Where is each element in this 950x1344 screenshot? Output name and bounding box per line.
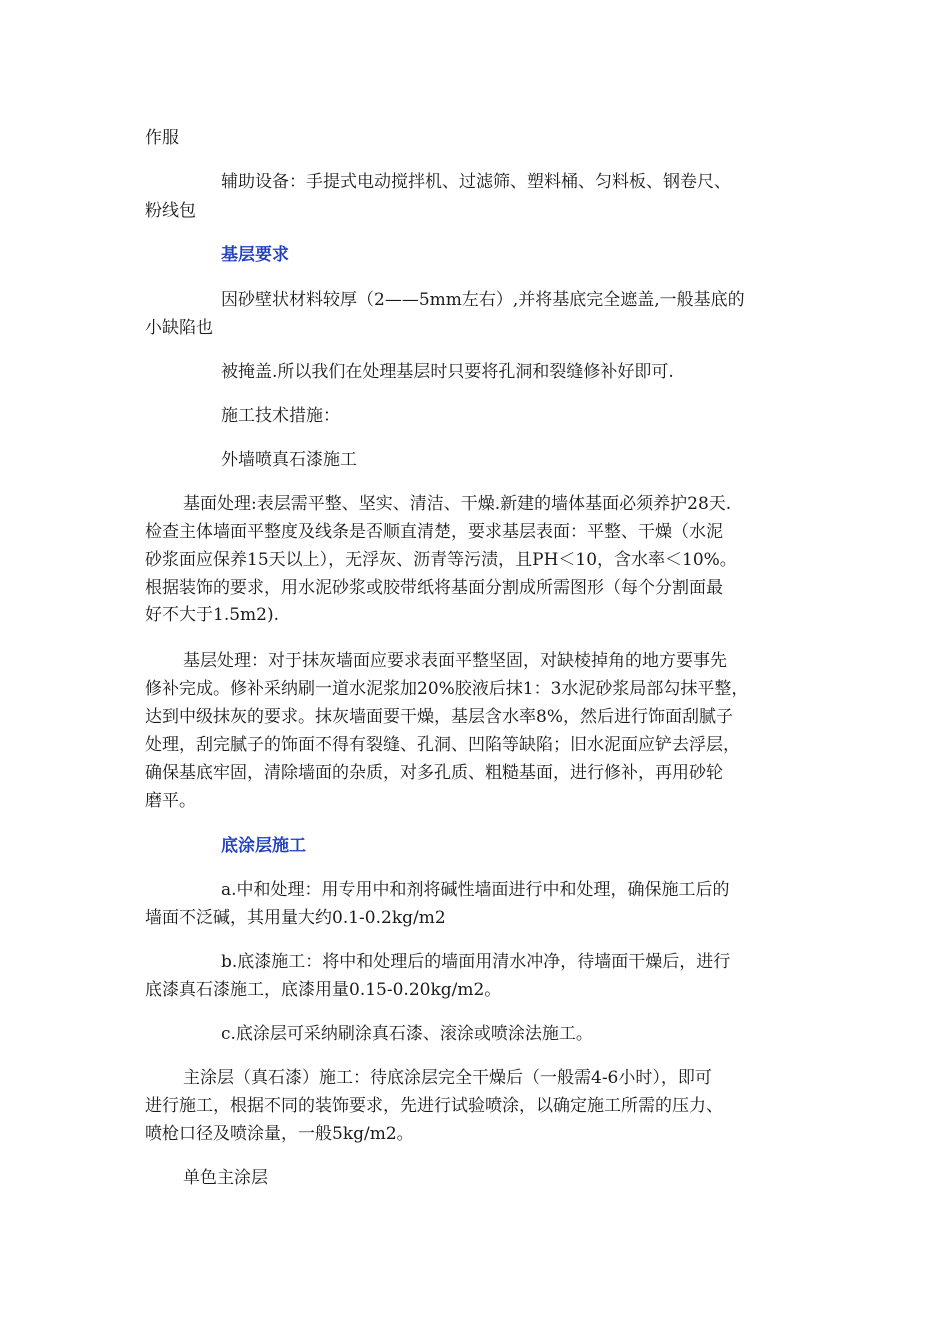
text-line: 达到中级抹灰的要求。抹灰墙面要干燥，基层含水率8%，然后进行饰面刮腻子 <box>145 707 733 727</box>
text-line: 施工技术措施： <box>221 406 340 426</box>
text-line: 根据装饰的要求，用水泥砂浆或胶带纸将基面分割成所需图形（每个分割面最 <box>145 578 723 598</box>
text-line: 辅助设备：手提式电动搅拌机、过滤筛、塑料桶、匀料板、钢卷尺、 <box>221 172 731 192</box>
text-line: 修补完成。修补采纳刷一道水泥浆加20%胶液后抹1：3水泥砂浆局部勾抹平整， <box>145 679 749 699</box>
section-heading-base-requirements: 基层要求 <box>221 245 289 265</box>
text-line: 粉线包 <box>145 201 196 221</box>
text-line: 基层处理：对于抹灰墙面应要求表面平整坚固，对缺棱掉角的地方要事先 <box>183 651 727 671</box>
text-line: 检查主体墙面平整度及线条是否顺直清楚，要求基层表面：平整、干燥（水泥 <box>145 522 723 542</box>
text-line: 被掩盖.所以我们在处理基层时只要将孔洞和裂缝修补好即可. <box>221 362 674 382</box>
text-line: 外墙喷真石漆施工 <box>221 450 357 470</box>
text-line: 底漆真石漆施工，底漆用量0.15-0.20kg/m2。 <box>145 980 502 1000</box>
text-line: 作服 <box>145 128 179 148</box>
text-line: 墙面不泛碱，其用量大约0.1-0.2kg/m2 <box>145 908 446 928</box>
text-line: 主涂层（真石漆）施工：待底涂层完全干燥后（一般需4-6小时），即可 <box>183 1068 712 1088</box>
text-line: 好不大于1.5m2). <box>145 605 280 625</box>
text-line: c.底涂层可采纳刷涂真石漆、滚涂或喷涂法施工。 <box>221 1024 593 1044</box>
text-line: 因砂壁状材料较厚（2——5mm左右）,并将基底完全遮盖,一般基底的 <box>221 290 745 310</box>
text-line: 单色主涂层 <box>183 1168 268 1188</box>
text-line: 进行施工，根据不同的装饰要求，先进行试验喷涂，以确定施工所需的压力、 <box>145 1096 723 1116</box>
section-heading-base-coat: 底涂层施工 <box>221 836 306 856</box>
text-line: 小缺陷也 <box>145 318 213 338</box>
text-line: 确保基底牢固，清除墙面的杂质，对多孔质、粗糙基面，进行修补，再用砂轮 <box>145 763 723 783</box>
text-line: 基面处理:表层需平整、坚实、清洁、干燥.新建的墙体基面必须养护28天. <box>183 494 732 514</box>
text-line: a.中和处理：用专用中和剂将碱性墙面进行中和处理，确保施工后的 <box>221 880 730 900</box>
text-line: 处理，刮完腻子的饰面不得有裂缝、孔洞、凹陷等缺陷；旧水泥面应铲去浮层， <box>145 735 740 755</box>
text-line: 砂浆面应保养15天以上），无浮灰、沥青等污渍，且PH＜10，含水率＜10%。 <box>145 550 737 570</box>
text-line: 磨平。 <box>145 791 196 811</box>
text-line: b.底漆施工：将中和处理后的墙面用清水冲净，待墙面干燥后，进行 <box>221 952 731 972</box>
text-line: 喷枪口径及喷涂量，一般5kg/m2。 <box>145 1124 414 1144</box>
